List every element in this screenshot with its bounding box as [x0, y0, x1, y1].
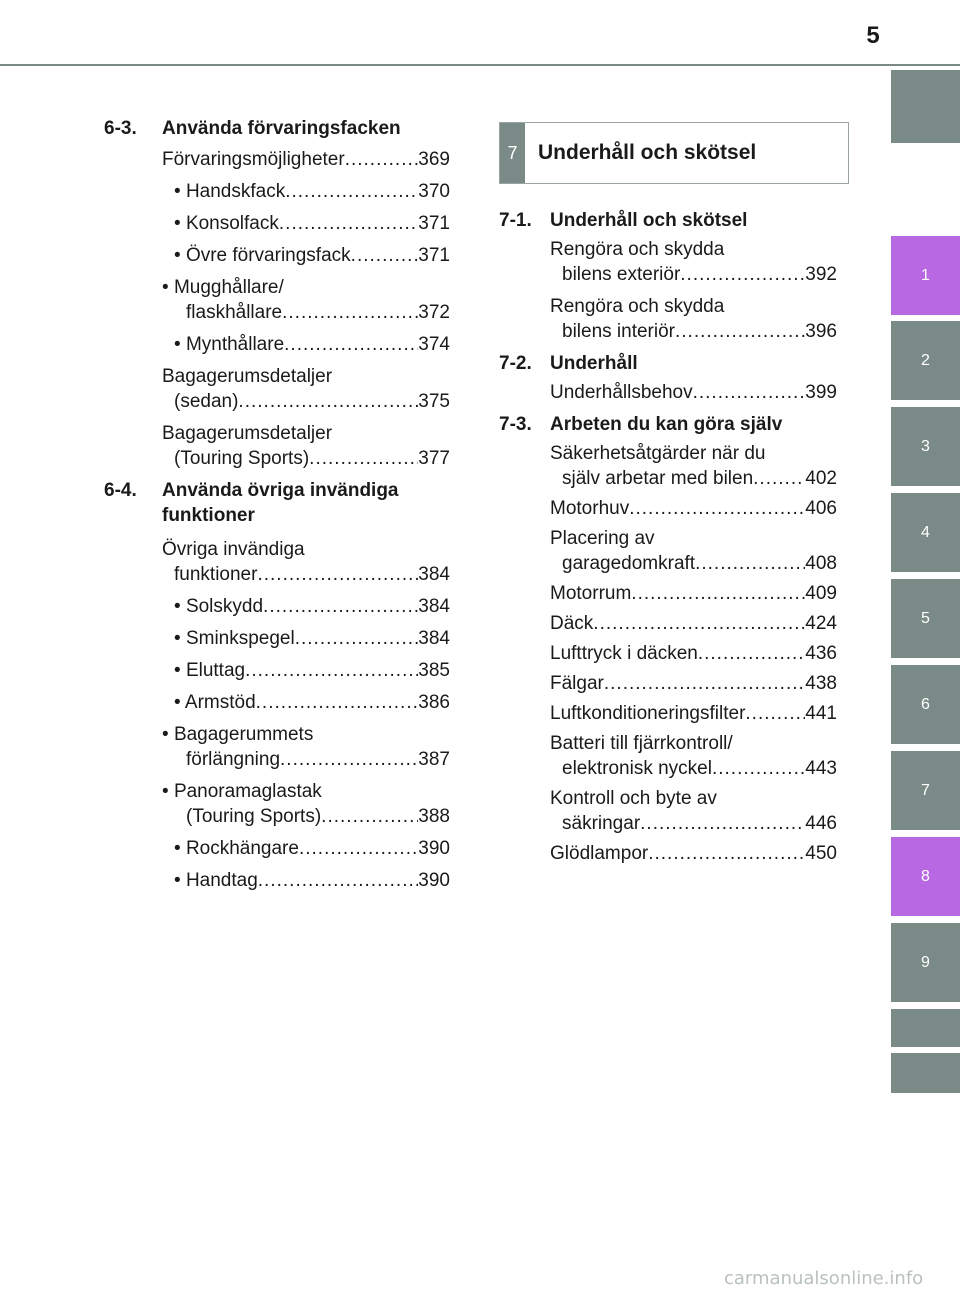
section-number: 7-1.	[499, 210, 532, 231]
chapter-tab-1[interactable]: 1	[891, 236, 960, 315]
toc-entry[interactable]: Glödlampor ..... 450	[550, 841, 837, 866]
chapter-number: 7	[500, 123, 525, 183]
toc-entry[interactable]: • Sminkspegel ..... 384	[162, 626, 450, 651]
page-ref: 384	[418, 628, 450, 649]
toc-entry[interactable]: Bagagerumsdetaljer (sedan) ..... 375	[162, 364, 450, 414]
page-ref: 384	[418, 564, 450, 585]
toc-entry[interactable]: Luftkonditioneringsfilter ..... 441	[550, 701, 837, 726]
toc-entry[interactable]: Rengöra och skydda bilens interiör ..... 396	[550, 294, 837, 344]
chapter-tab-end[interactable]	[891, 1053, 960, 1093]
page-ref: 424	[805, 613, 837, 634]
page-ref: 446	[805, 813, 837, 834]
page-ref: 388	[418, 806, 450, 827]
toc-entry[interactable]: Underhållsbehov ..... 399	[550, 380, 837, 405]
toc-entry[interactable]: Rengöra och skydda bilens exteriör ..... 392	[550, 237, 837, 287]
chapter-tab-index[interactable]	[891, 1009, 960, 1047]
toc-entry[interactable]: Fälgar ..... 438	[550, 671, 837, 696]
page-ref: 409	[805, 583, 837, 604]
toc-left-column	[104, 116, 450, 893]
chapter-tab-9[interactable]: 9	[891, 923, 960, 1002]
section-number: 6-4.	[104, 480, 137, 501]
toc-entry[interactable]: • Armstöd ..... 386	[162, 690, 450, 715]
page-ref: 450	[805, 843, 837, 864]
chapter-header-box	[499, 122, 849, 184]
page-ref: 408	[805, 553, 837, 574]
chapter-tab-6[interactable]: 6	[891, 665, 960, 744]
page-ref: 436	[805, 643, 837, 664]
toc-section-6-3	[104, 116, 450, 141]
toc-entry[interactable]: Placering av garagedomkraft ..... 408	[550, 526, 837, 576]
page-ref: 375	[418, 391, 450, 412]
section-number: 7-2.	[499, 353, 532, 374]
page-ref: 399	[805, 382, 837, 403]
toc-entry[interactable]: Övriga invändiga funktioner ..... 384	[162, 537, 450, 587]
page-ref: 443	[805, 758, 837, 779]
section-number: 7-3.	[499, 414, 532, 435]
section-title: Underhåll	[550, 353, 638, 374]
page-ref: 374	[418, 334, 450, 355]
chapter-tab-8[interactable]: 8	[891, 837, 960, 916]
top-rule	[0, 64, 960, 66]
page-ref: 370	[418, 181, 450, 202]
chapter-tab-blank[interactable]	[891, 70, 960, 143]
toc-entry[interactable]: Däck ..... 424	[550, 611, 837, 636]
toc-entry[interactable]: • Mugghållare/ flaskhållare ..... 372	[162, 275, 450, 325]
page-ref: 396	[805, 321, 837, 342]
chapter-tab-4[interactable]: 4	[891, 493, 960, 572]
section-title: Underhåll och skötsel	[550, 210, 748, 231]
chapter-tab-3[interactable]: 3	[891, 407, 960, 486]
toc-entry[interactable]: Motorhuv ..... 406	[550, 496, 837, 521]
page-ref: 386	[418, 692, 450, 713]
page-ref: 402	[805, 468, 837, 489]
page-ref: 372	[418, 302, 450, 323]
page-ref: 406	[805, 498, 837, 519]
toc-entry[interactable]: • Panoramaglastak (Touring Sports) ..... 388	[162, 779, 450, 829]
toc-entry[interactable]: • Handtag ..... 390	[162, 868, 450, 893]
watermark-text: carmanualsonline.info	[724, 1268, 924, 1289]
chapter-tab-7[interactable]: 7	[891, 751, 960, 830]
page-ref: 390	[418, 838, 450, 859]
page-number: 5	[866, 22, 880, 49]
toc-section-7-1	[499, 208, 837, 233]
page-ref: 385	[418, 660, 450, 681]
page-ref: 384	[418, 596, 450, 617]
chapter-title: Underhåll och skötsel	[538, 141, 757, 164]
toc-entry[interactable]: Förvaringsmöjligheter ..... 369	[162, 147, 450, 172]
page-ref: 392	[805, 264, 837, 285]
page-ref: 369	[418, 149, 450, 170]
toc-entry[interactable]: Batteri till fjärrkontroll/ elektronisk nyckel ..... 443	[550, 731, 837, 781]
toc-entry[interactable]: Kontroll och byte av säkringar ..... 446	[550, 786, 837, 836]
toc-section-7-3	[499, 412, 837, 437]
chapter-tab-2[interactable]: 2	[891, 321, 960, 400]
page-ref: 371	[418, 213, 450, 234]
toc-entry[interactable]: • Bagagerummets förlängning ..... 387	[162, 722, 450, 772]
page-ref: 377	[418, 448, 450, 469]
toc-right-column	[499, 208, 837, 866]
toc-entry[interactable]: • Övre förvaringsfack ..... 371	[162, 243, 450, 268]
section-title: Använda förvaringsfacken	[162, 118, 401, 139]
toc-entry[interactable]: • Handskfack ..... 370	[162, 179, 450, 204]
toc-entry[interactable]: • Eluttag ..... 385	[162, 658, 450, 683]
chapter-tabs	[891, 0, 960, 1305]
toc-entry[interactable]: Motorrum ..... 409	[550, 581, 837, 606]
toc-entry[interactable]: • Solskydd ..... 384	[162, 594, 450, 619]
toc-entry[interactable]: • Konsolfack ..... 371	[162, 211, 450, 236]
toc-entry[interactable]: Bagagerumsdetaljer (Touring Sports) ..... 377	[162, 421, 450, 471]
toc-section-7-2	[499, 351, 837, 376]
page-ref: 371	[418, 245, 450, 266]
page-ref: 390	[418, 870, 450, 891]
toc-entry[interactable]: Säkerhetsåtgärder när du själv arbetar med bilen ..... 402	[550, 441, 837, 491]
toc-entry[interactable]: • Mynthållare ..... 374	[162, 332, 450, 357]
chapter-tab-5[interactable]: 5	[891, 579, 960, 658]
toc-section-6-4	[104, 478, 450, 528]
page-ref: 441	[805, 703, 837, 724]
page-ref: 438	[805, 673, 837, 694]
page-ref: 387	[418, 749, 450, 770]
toc-entry[interactable]: Lufttryck i däcken ..... 436	[550, 641, 837, 666]
section-title: Arbeten du kan göra själv	[550, 414, 783, 435]
section-title: Använda övriga invändiga funktioner	[162, 480, 399, 526]
toc-entry[interactable]: • Rockhängare ..... 390	[162, 836, 450, 861]
section-number: 6-3.	[104, 118, 137, 139]
